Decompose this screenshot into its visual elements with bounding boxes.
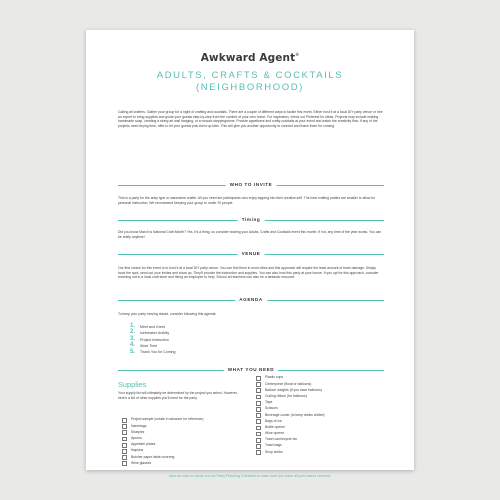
document-page xyxy=(86,30,414,478)
checklist-label: Project sample (create in advance for reference) xyxy=(131,417,204,422)
checklist-label: Tape xyxy=(265,400,273,405)
checkbox[interactable] xyxy=(256,382,261,387)
checklist-label: Plastic cups xyxy=(265,375,284,380)
section-heading-agenda: AGENDA xyxy=(235,297,267,303)
checklist-label: Bottle opener xyxy=(265,424,286,429)
brand-name: Awkward Agent xyxy=(200,52,296,64)
agenda-number: 5. xyxy=(130,348,136,355)
agenda-label: Work Time xyxy=(140,343,158,348)
checklist-label: Sharpies xyxy=(131,429,145,434)
agenda-label: Icebreaker Activity xyxy=(140,331,170,336)
checkbox[interactable] xyxy=(256,438,261,443)
checkbox[interactable] xyxy=(256,407,261,412)
page-title-line2: (NEIGHBORHOOD) xyxy=(196,82,304,93)
checklist-label: Aprons xyxy=(131,435,142,440)
checkbox[interactable] xyxy=(256,388,261,393)
brand-mark: ® xyxy=(295,52,300,57)
supplies-list-right xyxy=(256,375,386,455)
checkbox[interactable] xyxy=(122,418,127,423)
section-divider-venue xyxy=(118,251,384,257)
checklist-label: Shop cloths xyxy=(265,449,283,454)
checklist-label: Butcher paper table covering xyxy=(131,454,175,459)
section-heading-timing: Timing xyxy=(238,217,265,223)
venue-paragraph: Our first choice for this event is to host it at a local DIY party venue. You can find them in most cities and this approach will require the least amount of brain damage. Simply book the spot, send out your invites and show up. They'll provide the instruction and supplies. You can also host this party at your house. If you opt for this approach, consider reaching out to a local craft store and hiring an employee to help. School art teachers can also be a fantastic resource. xyxy=(118,266,379,280)
agenda-number: 4. xyxy=(130,342,136,349)
supplies-heading: Supplies xyxy=(118,380,147,389)
agenda-number: 1. xyxy=(130,323,136,329)
checkbox[interactable] xyxy=(256,450,261,455)
section-heading-venue: VENUE xyxy=(238,251,265,257)
checkbox[interactable] xyxy=(256,444,261,449)
checkbox[interactable] xyxy=(122,449,127,454)
timing-paragraph: Did you know March is National Craft Month? Yes, it's a thing, so consider hosting your Adults, Crafts and Cocktails event this month. If not, any time of the year works. You can be crafty anytime! xyxy=(118,230,382,239)
checkbox[interactable] xyxy=(256,419,261,424)
section-divider-who xyxy=(118,182,384,188)
checkbox[interactable] xyxy=(256,432,261,437)
checkbox[interactable] xyxy=(256,395,261,400)
agenda-label: Project Instruction xyxy=(140,337,169,342)
supplies-intro: Your supply list will ultimately be determined by the project you select. However, here's a list of other supplies you'll need for the party. xyxy=(118,391,238,400)
checkbox[interactable] xyxy=(122,437,127,442)
checkbox[interactable] xyxy=(256,376,261,381)
checkbox[interactable] xyxy=(122,430,127,435)
checklist-label: Wine opener xyxy=(265,431,285,436)
checkbox[interactable] xyxy=(122,443,127,448)
brand-logo xyxy=(86,52,414,64)
checklist-label: Balloon weights (if you have balloons) xyxy=(265,387,322,392)
agenda-intro: To keep your party moving ahead, consider following this agenda: xyxy=(118,312,217,316)
agenda-number: 3. xyxy=(130,335,136,342)
checklist-label: Trash bags xyxy=(265,443,282,448)
section-divider-needs xyxy=(118,367,384,373)
checklist-item[interactable] xyxy=(256,449,386,455)
checklist-item[interactable] xyxy=(122,460,247,466)
checkbox[interactable] xyxy=(256,401,261,406)
checklist-label: Bags of ice xyxy=(265,418,282,423)
supplies-list-left xyxy=(122,417,247,467)
checklist-label: Trash can/recycle bin xyxy=(265,437,298,442)
agenda-item xyxy=(130,350,280,356)
checkbox[interactable] xyxy=(256,413,261,418)
checkbox[interactable] xyxy=(122,424,127,429)
checklist-label: Centerpiece (floral or balloons) xyxy=(265,381,312,386)
checkbox[interactable] xyxy=(122,455,127,460)
checklist-label: Curling ribbon (for balloons) xyxy=(265,393,307,398)
page-title-line1: ADULTS, CRAFTS & COCKTAILS xyxy=(156,70,344,81)
checklist-label: Appetizer plates xyxy=(131,442,156,447)
agenda-list xyxy=(130,324,280,356)
agenda-label: Meet and Greet xyxy=(140,324,165,329)
section-divider-agenda xyxy=(118,297,384,303)
checklist-label: Napkins xyxy=(131,448,144,453)
agenda-label: Thank You for Coming xyxy=(140,350,176,355)
checklist-label: Nametags xyxy=(131,423,147,428)
section-heading-who: WHO TO INVITE xyxy=(226,182,277,188)
checkbox[interactable] xyxy=(256,426,261,431)
checklist-label: Wine glasses xyxy=(131,460,152,465)
checkbox[interactable] xyxy=(122,461,127,466)
checklist-label: Beverage cooler (to keep drinks chilled) xyxy=(265,412,325,417)
section-heading-needs: WHAT YOU NEED xyxy=(224,367,278,373)
page-title xyxy=(86,70,414,94)
footer-note: Also be sure to check out our Party Planning Checklist to make sure you have all your bases covered. xyxy=(169,474,331,478)
section-divider-timing xyxy=(118,217,384,223)
checklist-label: Scissors xyxy=(265,406,278,411)
who-paragraph: This is a party for the artsy type or wannabee crafter. All you need are participants who enjoy tapping into their creative self. The best crafting parties are smaller to allow for personal instruction. We recommend keeping your group to under 20 people. xyxy=(118,196,376,205)
agenda-number: 2. xyxy=(130,329,136,336)
intro-paragraph: Calling all crafters. Gather your group for a night of crafting and cocktails. There are a couple of different ways to tackle this event. Either host it at a local DIY party venue or hire an expert to bring supplies and guide your guests step-by-step from the comfort of your own home. For inspiration, check out Pinterest for ideas. Projects may include making handmade soap, creating a string art wall hanging, or a mosaic steppingstone. Provide appetizers and crafty cocktails at your event and watch the creativity flow. If any of the projects need drying time, offer to let your guests pick them up later. This will give you another opportunity to connect and thank them for coming. xyxy=(118,110,383,129)
